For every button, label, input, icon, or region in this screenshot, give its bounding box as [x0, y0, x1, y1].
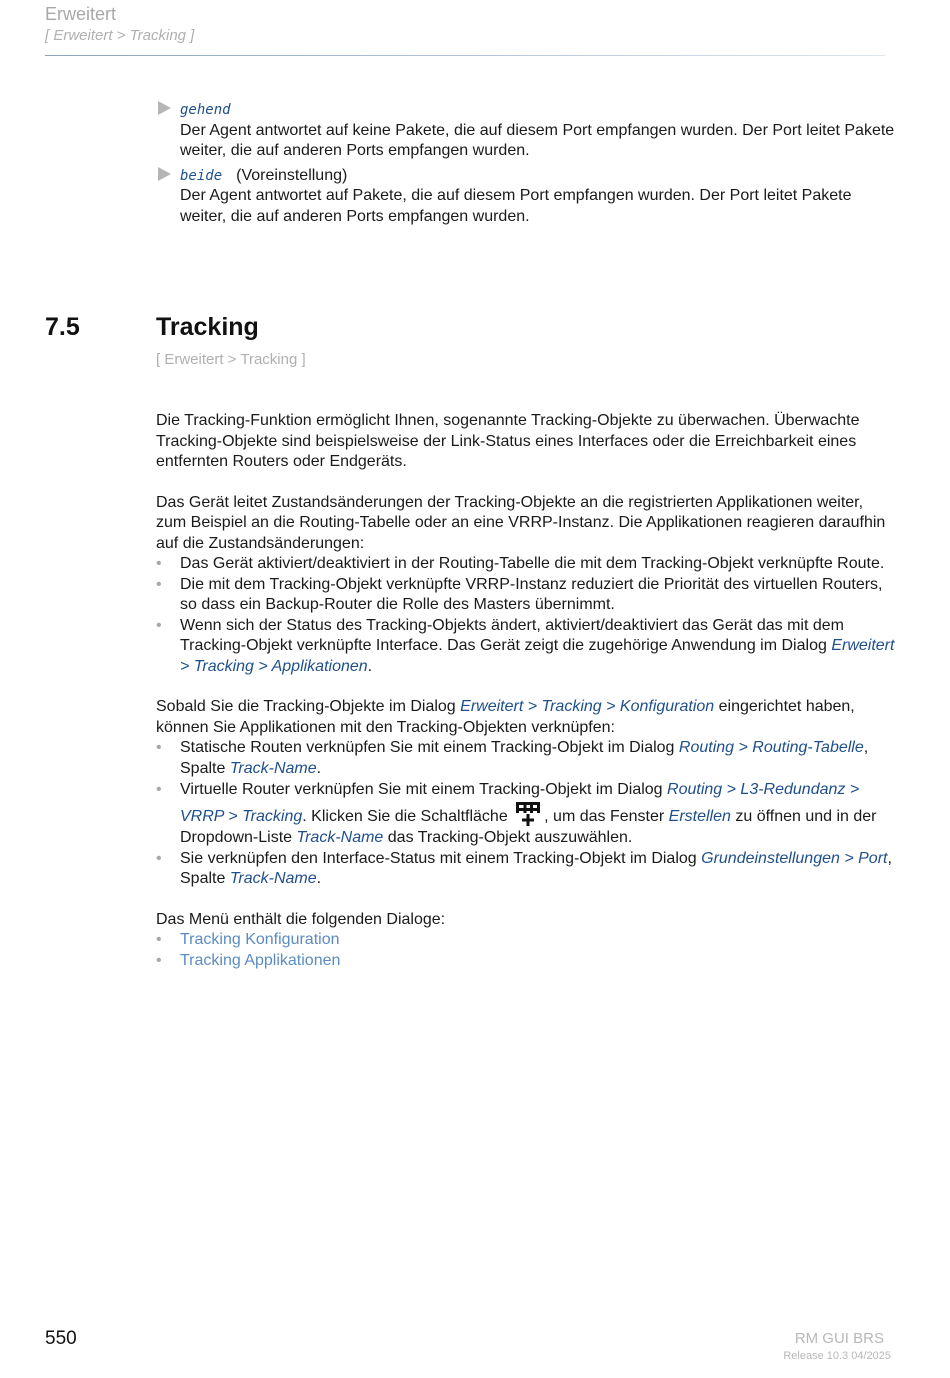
section-title: Tracking: [156, 313, 259, 341]
bullet-icon: •: [156, 931, 162, 948]
dialog-link-konfiguration[interactable]: Erweitert > Tracking > Konfiguration: [460, 698, 715, 715]
triangle-bullet-icon: [158, 101, 171, 115]
option-list: [156, 100, 896, 231]
create-table-plus-icon[interactable]: [514, 801, 542, 827]
header-divider: [45, 55, 885, 56]
apps-paragraph: Das Gerät leitet Zustandsänderungen der Tracking-Objekte an die registrierten Applikationen weiter, zum Beispiel an die Routing-Tabelle oder an eine VRRP-Instanz. Die Applikationen reagieren daraufhin auf die Zustandsänderungen:: [156, 493, 886, 552]
bullet-icon: •: [156, 951, 162, 969]
bullet-icon: •: [156, 616, 162, 634]
section-breadcrumb: [ Erweitert > Tracking ]: [156, 351, 306, 368]
bullet-icon: •: [156, 575, 162, 593]
window-name-erstellen: Erstellen: [668, 807, 731, 825]
bullet-icon: •: [156, 739, 162, 756]
dialog-link-applikationen[interactable]: Erweitert > Tracking > Applikationen: [180, 637, 895, 675]
dialog-link-routing-tabelle[interactable]: Routing > Routing-Tabelle: [678, 739, 864, 756]
option-item: [156, 166, 896, 228]
list-item: • Virtuelle Router verknüpfen Sie mit einem Tracking-Objekt im Dialog Routing > L3-Redundanz > VRRP > Tracking. Klicken Sie die Schaltfläche , um das Fenster Erstellen zu öffnen und in der Dropdown-Liste Track-Name das Tracking-Objekt auszuwählen.: [156, 781, 877, 846]
dialog-link-vrrp-tracking[interactable]: Routing > L3-Redundanz > VRRP > Tracking: [180, 781, 860, 825]
option-item: [156, 100, 896, 162]
link-paragraph: Sobald Sie die Tracking-Objekte im Dialog Erweitert > Tracking > Konfiguration eingerichtet haben, können Sie Applikationen mit den Tracking-Objekten verknüpfen:: [156, 698, 855, 736]
option-description: Der Agent antwortet auf keine Pakete, die auf diesem Port empfangen wurden. Der Port leitet Pakete weiter, die auf anderen Ports empfangen wurden.: [180, 121, 895, 159]
page-number: 550: [45, 1328, 77, 1349]
list-item: [156, 951, 896, 972]
option-description: Der Agent antwortet auf Pakete, die auf diesem Port empfangen wurden. Der Port leitet Pakete weiter, die auf anderen Ports empfangen wurden.: [180, 187, 852, 225]
link-tracking-applikationen[interactable]: Tracking Applikationen: [180, 951, 341, 969]
section-body: [156, 411, 896, 971]
reaction-list: [156, 554, 896, 677]
option-value: gehend: [180, 102, 231, 118]
footer-document: RM GUI BRS: [794, 1330, 884, 1347]
dropdown-name-track: Track-Name: [296, 829, 384, 846]
column-name-track: Track-Name: [229, 759, 317, 777]
link-tracking-konfiguration[interactable]: Tracking Konfiguration: [180, 931, 340, 948]
dialog-link-port[interactable]: Grundeinstellungen > Port: [701, 849, 888, 867]
bullet-icon: •: [156, 849, 162, 867]
column-name-track: Track-Name: [229, 870, 317, 887]
section-number: 7.5: [45, 313, 80, 341]
page-header: [45, 4, 895, 47]
triangle-bullet-icon: [158, 167, 171, 181]
header-title: Erweitert: [45, 4, 117, 24]
dialog-list: [156, 930, 896, 971]
option-default-note: (Voreinstellung): [236, 166, 348, 184]
intro-paragraph: Die Tracking-Funktion ermöglicht Ihnen, sogenannte Tracking-Objekte zu überwachen. Überwachte Tracking-Objekte sind beispielsweise der Link-Status eines Interfaces oder die Erreichbarkeit eines entfernten Routers oder Endgeräts.: [156, 412, 860, 470]
list-item: • Die mit dem Tracking-Objekt verknüpfte VRRP-Instanz reduziert die Priorität des virtuellen Routers, so dass ein Backup-Router die Rolle des Masters übernimmt.: [156, 575, 883, 613]
bullet-icon: •: [156, 555, 162, 572]
list-item: • Wenn sich der Status des Tracking-Objekts ändert, aktiviert/deaktiviert das Gerät das mit dem Tracking-Objekt verknüpfte Interface. Das Gerät zeigt die zugehörige Anwendung im Dialog Erweitert > Tracking > Applikationen.: [156, 616, 895, 675]
footer-release: Release 10.3 04/2025: [783, 1350, 891, 1362]
header-breadcrumb: [ Erweitert > Tracking ]: [45, 27, 195, 44]
list-item: [156, 930, 896, 951]
menu-paragraph: Das Menü enthält die folgenden Dialoge:: [156, 910, 446, 928]
list-item: • Sie verknüpfen den Interface-Status mit einem Tracking-Objekt im Dialog Grundeinstellungen > Port, Spalte Track-Name.: [156, 849, 892, 887]
bullet-icon: •: [156, 781, 162, 798]
list-item: • Statische Routen verknüpfen Sie mit einem Tracking-Objekt im Dialog Routing > Routing-Tabelle, Spalte Track-Name.: [156, 739, 869, 777]
linking-list: [156, 738, 896, 890]
list-item: • Das Gerät aktiviert/deaktiviert in der Routing-Tabelle die mit dem Tracking-Objekt verknüpfte Route.: [156, 554, 896, 575]
option-value: beide: [180, 167, 223, 184]
